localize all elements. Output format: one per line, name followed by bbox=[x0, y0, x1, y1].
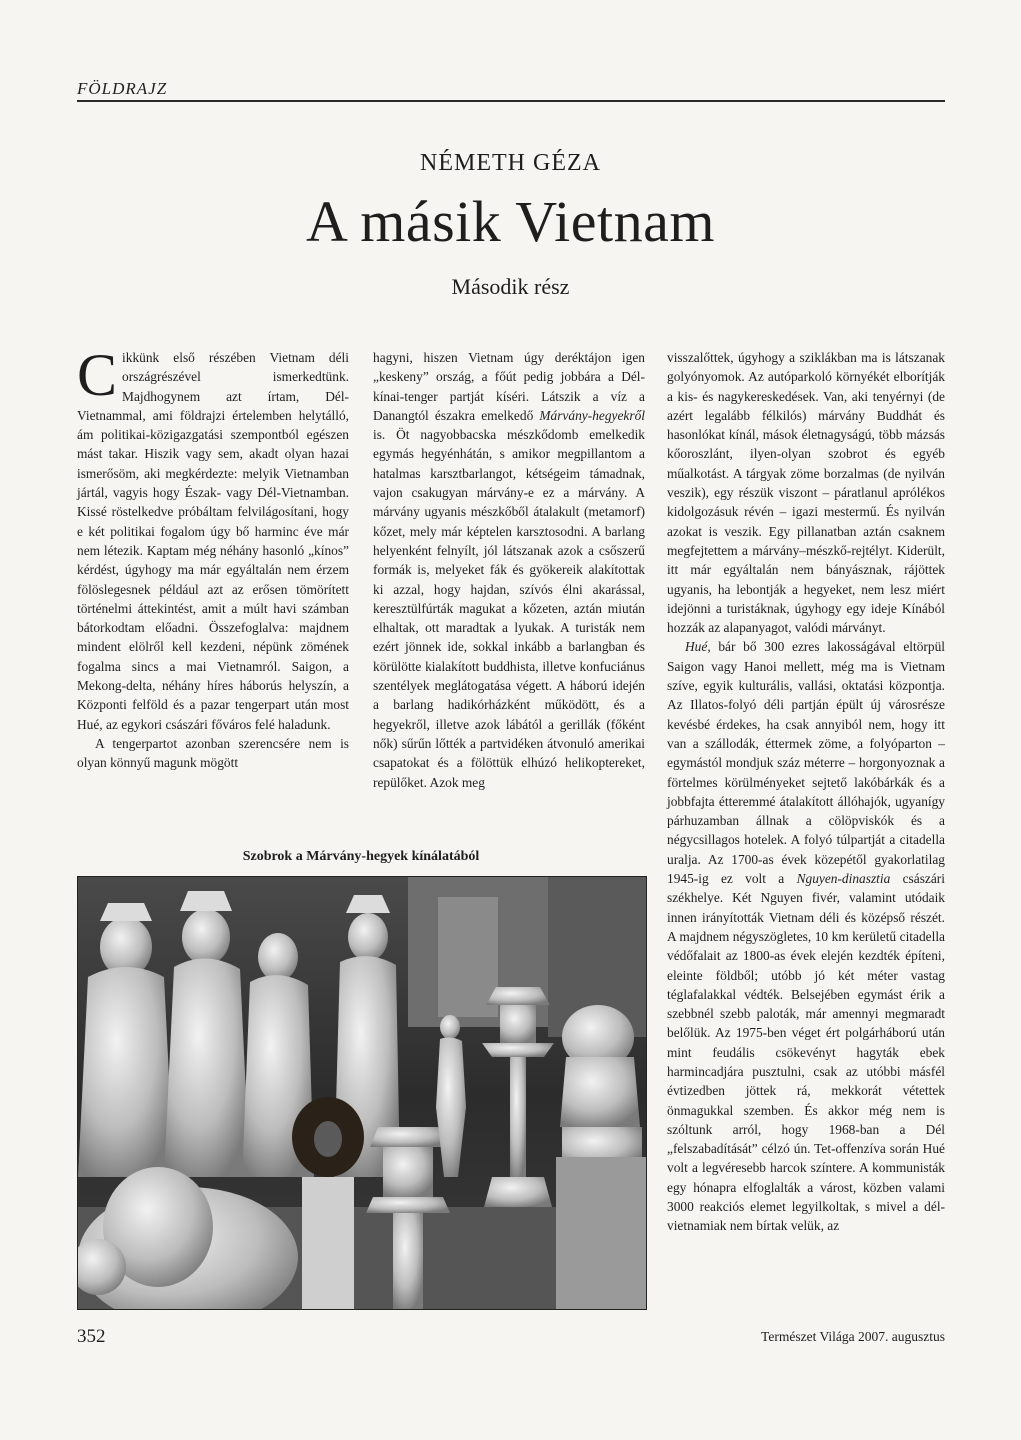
page-number: 352 bbox=[77, 1326, 106, 1347]
statues-photo bbox=[77, 876, 647, 1310]
paragraph: A tengerpartot azonban szerencsére nem is olyan könnyű magunk mögött bbox=[77, 735, 349, 771]
emphasis-place-name: Márvány-hegyekről bbox=[539, 407, 645, 423]
text-column-1 bbox=[77, 342, 349, 773]
paragraph-text: császári székhelye. Két Nguyen fivér, valamint utódaik innen irányították Vietnam déli és középső részét. A majdnem négyszögletes, 10 km kerületű citadella védőfalait az 1800-as évek elején kezdték építeni, eleinte földből; utóbb jó két méter vastag téglafalakkal védték. Belsejében egymást érik a szebbnél szebb paloták, már amennyi megmaradt belőlük. Az 1975-ben véget ért polgárháború után mint feudális csökevényt hagyták ebek harmincadjára pusztulni, csak az utóbbi másfél évtizedben jöttek rá, mekkorát vétettek önmagukkal szemben. És akkor még nem is szóltunk arról, hogy 1968-ban a Dél „felszabadítását” célzó ún. Tet-offenzíva során Hué volt a legvéresebb harcok színtere. A kommunisták egy hónapra elfoglalták a várost, közben valami 3000 reakciós elemet legyilkoltak, s mivel a dél-vietnamiak nem bírtak velük, az bbox=[667, 871, 945, 1234]
text-column-2 bbox=[373, 348, 645, 792]
emphasis-dynasty: Nguyen-dinasztia bbox=[796, 871, 891, 887]
emphasis-place-name: Hué bbox=[685, 639, 708, 655]
text-column-3 bbox=[667, 348, 945, 1236]
paragraph-text: ikkünk első részében Vietnam déli országrészével ismerkedtünk. Majdhogynem azt írtam, Dél-Vietnammal, ami földrajzi értelemben helytálló, ám politikai-közigazgatási szempontból egészen mást takar. Hiszik vagy sem, akadt olyan hazai ismerősöm, aki megkérdezte: melyik Vietnamban jártál, vagyis hogy Észak- vagy Dél-Vietnamban. Kissé röstelkedve próbáltam felvilágosítani, hogy e két politikai fogalom úgy bő harminc éve már nem létezik. Kaptam még néhány hasonló „kínos” kérdést, úgyhogy ma már egyáltalán nem érzem fölöslegesnek például azt az erősen tömörített történelmi áttekintést, amit a múlt havi számban bátorkodtam előadni. Összefoglalva: majdnem mindent elölről kell kezdeni, népünk zömének fogalma sincs a mai Vietnamról. Saigon, a Mekong-delta, néhány híres háborús helyszín, a Központi felföld és a pazar tengerpart után most Hué, az egykori császári főváros felé haladunk. bbox=[77, 350, 349, 732]
article-author: NÉMETH GÉZA bbox=[420, 150, 601, 176]
paragraph-text: is. Öt nagyobbacska mészkődomb emelkedik egymás hegyénhátán, s amikor megpillantom a hatalmas karsztbarlangot, kétségeim támadnak, vajon csakugyan márvány-e ez a márvány. A márvány ugyanis mészkőből átalakult (metamorf) kőzet, mely már képtelen karsztosodni. A barlang helyenként felnyílt, jól látszanak azok a csőszerű formák is, melyeket fák és gyökereik alakítottak ki azzal, hogy hajdan, szívós élni akarással, keresztülfúrták magukat a kőzeten, aztán miután elhaltak, ott maradtak a lyukak. A turisták nem ezért jönnek ide, sokkal inkább a barlangban és körülötte kialakított buddhista, illetve konfuciánus szentélyek meglátogatása végett. A háború idején a barlang hadikórházként működött, és a hegyekről, illetve azok lábától a gerillák (főként nők) sűrűn lőtték a partvidéken átvonuló amerikai csapatokat és a fölöttük elhúzó helikoptereket, repülőket. Azok meg bbox=[373, 427, 645, 790]
article-subtitle: Második rész bbox=[451, 274, 570, 299]
photo-caption: Szobrok a Márvány-hegyek kínálatából bbox=[242, 849, 480, 864]
paragraph-intro bbox=[77, 342, 349, 734]
drop-cap: C bbox=[77, 342, 118, 408]
publication-info: Természet Világa 2007. augusztus bbox=[761, 1329, 945, 1344]
article-title: A másik Vietnam bbox=[306, 189, 715, 254]
paragraph-text: , bár bő 300 ezres lakosságával eltörpül Saigon vagy Hanoi mellett, még ma is Vietnam szíve, egyik kulturális, vallási, oktatási központja. Az Illatos-folyó déli partján épült új városrésze kevésbé érdekes, ha csak annyiból nem, hogy itt van a szállodák, éttermek zöme, a folyóparton – egymástól mondjuk száz méterre – horgonyoznak a förtelmes körülményeket sejtető lakóbárkák és a jobbfajta étteremmé átalakított állóhajók, ugyanígy párhuzamban állnak a cölöpviskók és a négycsillagos hotelek. A folyó túlpartját a citadella uralja. Az 1700-as évek közepétől gyakorlatilag 1945-ig ez volt a bbox=[667, 639, 945, 887]
header-rule bbox=[77, 100, 945, 102]
section-label: FÖLDRAJZ bbox=[77, 79, 168, 98]
paragraph bbox=[667, 637, 945, 1235]
paragraph: visszalőttek, úgyhogy a sziklákban ma is látszanak golyónyomok. Az autóparkoló környékét elborítják a kis- és nagykereskedések. Van, aki tenyérnyi (de azért legalább félkilós) márvány Buddhát és hasonlókat kínál, mások életnagyságú, több mázsás kőoroszlánt, ilyen-olyan szobrot és egyéb műalkotást. A tárgyak zöme borzalmas (de nyilván veszik), egy részük viszont – páratlanul aprólékos kidolgozásuk révén – igazi mestermű. És nyilván azokat is veszik. Egy pillanatban aztán csaknem megfejtettem a márvány–mészkő-rejtélyt. Kiderült, itt már egyáltalán nem bányásznak, rájöttek ugyanis, ha lebontják a hegyeket, nem lesz miért idejönni a turistáknak, úgyhogy egy ideje Kínából hozzák az alapanyagot, valódi márványt. bbox=[667, 350, 945, 636]
paragraph bbox=[373, 348, 645, 792]
paragraph-text: hagyni, hiszen Vietnam úgy deréktájon igen „keskeny” ország, a főút pedig jobbára a Dél-kínai-tenger partját kíséri. Látszik a víz a Danangtól északra emelkedő bbox=[373, 350, 645, 423]
